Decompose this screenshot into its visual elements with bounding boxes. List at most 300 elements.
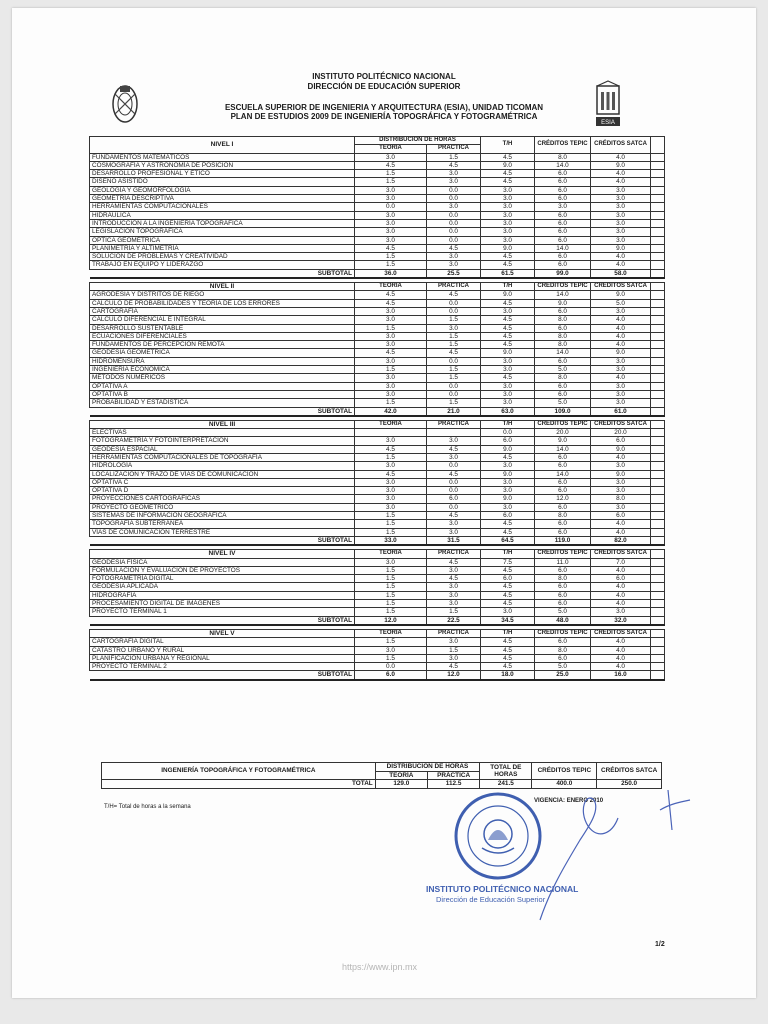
course-value: 20.0 [591,429,651,437]
course-value: 3.0 [591,399,651,407]
subtotal-value: 34.5 [481,616,535,625]
subtotal-value: 58.0 [591,269,651,278]
course-value: 8.0 [591,495,651,503]
edge-cell [651,550,665,558]
satca-header: CRÉDITOS SATCA [591,283,651,291]
course-value: 4.5 [481,332,535,340]
course-value: 1.5 [355,591,427,599]
course-name: FUNDAMENTOS DE PERCEPCIÓN REMOTA [90,341,355,349]
course-value: 0.0 [427,186,481,194]
course-row [90,512,665,520]
course-value: 3.0 [481,203,535,211]
course-value: 7.0 [591,558,651,566]
course-value: 4.5 [355,349,427,357]
course-value: 7.5 [481,558,535,566]
course-value: 0.0 [355,663,427,671]
course-name: CÁLCULO DIFERENCIAL E INTEGRAL [90,316,355,324]
course-value: 4.5 [481,638,535,646]
course-row [90,583,665,591]
course-name: FORMULACIÓN Y EVALUACIÓN DE PROYECTOS [90,566,355,574]
course-value: 3.0 [481,608,535,616]
course-value: 3.0 [481,478,535,486]
course-row [90,654,665,662]
course-value: 9.0 [591,244,651,252]
course-value: 3.0 [481,357,535,365]
course-value: 6.0 [535,357,591,365]
course-value: 4.5 [427,663,481,671]
course-value: 1.5 [427,374,481,382]
course-row [90,445,665,453]
course-value: 9.0 [535,299,591,307]
summary-program: INGENIERÍA TOPOGRÁFICA Y FOTOGRAMÉTRICA [102,763,376,780]
course-value: 4.0 [591,566,651,574]
edge-cell [651,137,665,154]
course-value: 14.0 [535,349,591,357]
vigencia-value: ENERO 2010 [566,798,604,804]
course-row [90,170,665,178]
course-value: 4.0 [591,170,651,178]
course-value: 1.5 [427,316,481,324]
course-name: FOTOGRAMETRÍA DIGITAL [90,575,355,583]
edge-cell [651,316,665,324]
th-header: T/H [481,420,535,428]
course-value: 4.5 [427,291,481,299]
subtotal-value: 64.5 [481,536,535,545]
edge-cell [651,366,665,374]
course-value: 4.5 [427,161,481,169]
subtotal-value: 99.0 [535,269,591,278]
institution-name: INSTITUTO POLITÉCNICO NACIONAL [312,72,456,81]
course-value: 4.5 [427,349,481,357]
course-value: 1.5 [355,566,427,574]
course-value: 6.0 [535,382,591,390]
course-value: 6.0 [427,495,481,503]
course-value: 3.0 [355,382,427,390]
course-value: 1.5 [427,608,481,616]
course-value: 0.0 [427,195,481,203]
summary-theory-header: TEORÍA [375,771,427,780]
edge-cell [651,269,665,278]
edge-cell [651,520,665,528]
edge-cell [651,161,665,169]
course-value: 1.5 [355,366,427,374]
course-row [90,324,665,332]
course-value: 4.5 [481,316,535,324]
edge-cell [651,324,665,332]
course-name: DESARROLLO SUSTENTABLE [90,324,355,332]
course-value: 1.5 [427,366,481,374]
course-value: 3.0 [427,453,481,461]
course-value: 0.0 [427,307,481,315]
course-value: 4.0 [591,253,651,261]
edge-cell [651,374,665,382]
course-name: OPTATIVA C [90,478,355,486]
course-name: PROYECTO GEOMÉTRICO [90,503,355,511]
course-value: 3.0 [591,390,651,398]
course-value: 4.0 [591,600,651,608]
course-value: 4.0 [591,654,651,662]
course-value: 6.0 [535,236,591,244]
satca-header: CRÉDITOS SATCA [591,137,651,154]
subtotal-value: 82.0 [591,536,651,545]
edge-cell [651,583,665,591]
course-value: 1.5 [355,600,427,608]
th-header: T/H [481,283,535,291]
course-value: 9.0 [481,470,535,478]
course-value: 4.5 [427,470,481,478]
course-value: 3.0 [355,236,427,244]
subtotal-label: SUBTOTAL [90,407,355,416]
tepic-header: CRÉDITOS TEPIC [535,283,591,291]
edge-cell [651,629,665,637]
course-name: DESARROLLO PROFESIONAL Y ÉTICO [90,170,355,178]
course-value: 6.0 [535,478,591,486]
course-value: 3.0 [355,437,427,445]
course-value: 4.5 [481,600,535,608]
summary-total-hours: 241.5 [480,780,532,789]
course-value: 4.0 [591,520,651,528]
course-value: 3.0 [355,186,427,194]
course-value: 3.0 [355,228,427,236]
subtotal-value: 36.0 [355,269,427,278]
course-name: ECUACIONES DIFERENCIALES [90,332,355,340]
course-row [90,291,665,299]
course-value: 3.0 [355,462,427,470]
course-value: 4.0 [591,261,651,269]
course-value: 3.0 [427,654,481,662]
course-value: 8.0 [535,316,591,324]
course-value: 4.0 [591,374,651,382]
course-value: 8.0 [535,153,591,161]
course-value: 1.5 [355,512,427,520]
course-value: 3.0 [591,186,651,194]
course-value: 1.5 [427,153,481,161]
subtotal-value: 63.0 [481,407,535,416]
course-name: AGRODESIA Y DISTRITOS DE RIEGO [90,291,355,299]
course-value: 4.5 [481,520,535,528]
course-row [90,478,665,486]
edge-cell [651,646,665,654]
course-value: 3.0 [591,203,651,211]
vigencia-label: VIGENCIA: [534,798,566,804]
course-value: 3.0 [481,219,535,227]
edge-cell [651,307,665,315]
subtotal-value: 61.0 [591,407,651,416]
course-value: 1.5 [355,583,427,591]
course-value: 3.0 [591,462,651,470]
tepic-header: CRÉDITOS TEPIC [535,629,591,637]
course-value: 3.0 [481,228,535,236]
course-value: 3.0 [481,382,535,390]
course-row [90,663,665,671]
course-row [90,195,665,203]
course-value: 6.0 [481,575,535,583]
edge-cell [651,170,665,178]
course-value: 4.5 [355,299,427,307]
edge-cell [651,291,665,299]
course-value: 1.5 [355,261,427,269]
theory-header: TEORÍA [355,145,427,153]
course-value: 4.5 [427,575,481,583]
course-value: 4.5 [481,178,535,186]
subtotal-value: 42.0 [355,407,427,416]
course-value: 3.0 [481,503,535,511]
course-value: 6.0 [535,528,591,536]
edge-cell [651,407,665,416]
course-value: 3.0 [427,261,481,269]
course-name: HIDRÁULICA [90,211,355,219]
satca-header: CRÉDITOS SATCA [591,629,651,637]
course-value: 4.5 [355,470,427,478]
subtotal-value: 61.5 [481,269,535,278]
edge-cell [651,453,665,461]
course-value: 9.0 [591,161,651,169]
subtotal-label: SUBTOTAL [90,616,355,625]
course-value: 12.0 [535,495,591,503]
course-name: PROYECTO TERMINAL 2 [90,663,355,671]
course-value: 0.0 [427,228,481,236]
course-value: 6.0 [535,186,591,194]
course-value: 6.0 [591,512,651,520]
course-value: 4.5 [481,299,535,307]
edge-cell [651,437,665,445]
course-name: GEODESIA ESPACIAL [90,445,355,453]
course-row [90,211,665,219]
course-row [90,600,665,608]
subtotal-value: 6.0 [355,671,427,680]
course-name: HERRAMIENTAS COMPUTACIONALES DE TOPOGRAFÍA [90,453,355,461]
subtotal-row [90,671,665,680]
course-row [90,374,665,382]
course-name: OPTATIVA D [90,487,355,495]
course-value: 3.0 [427,566,481,574]
course-value: 11.0 [535,558,591,566]
course-value: 9.0 [591,445,651,453]
course-row [90,566,665,574]
course-row [90,390,665,398]
course-value: 4.0 [591,646,651,654]
course-name: OPTATIVA A [90,382,355,390]
course-value: 6.0 [535,253,591,261]
edge-cell [651,211,665,219]
tepic-header: CRÉDITOS TEPIC [535,550,591,558]
subtotal-value: 22.5 [427,616,481,625]
course-value: 4.0 [591,453,651,461]
course-name: INTRODUCCIÓN A LA INGENIERÍA TOPOGRÁFICA [90,219,355,227]
course-row [90,399,665,407]
level-title: NIVEL I [90,137,355,154]
course-value: 0.0 [427,503,481,511]
course-row [90,366,665,374]
subtotal-value: 21.0 [427,407,481,416]
course-row [90,638,665,646]
practice-header: PRÁCTICA [427,283,481,291]
course-name: OPTATIVA B [90,390,355,398]
course-name: CATASTRO URBANO Y RURAL [90,646,355,654]
course-name: GEOLOGÍA Y GEOMORFOLOGÍA [90,186,355,194]
course-value: 6.0 [535,228,591,236]
edge-cell [651,462,665,470]
level-header-row [90,137,665,145]
course-value: 4.5 [481,663,535,671]
theory-header: TEORÍA [355,550,427,558]
course-row [90,495,665,503]
course-row [90,161,665,169]
edge-cell [651,349,665,357]
course-name: INGENIERÍA ECONÓMICA [90,366,355,374]
subtotal-value: 31.5 [427,536,481,545]
course-value: 4.0 [591,153,651,161]
course-value: 3.0 [355,211,427,219]
school-name: ESCUELA SUPERIOR DE INGENIERIA Y ARQUITECTURA (ESIA), UNIDAD TICOMAN [224,103,544,112]
edge-cell [651,153,665,161]
edge-cell [651,575,665,583]
course-value: 1.5 [355,608,427,616]
summary-total-label: TOTAL [102,780,376,789]
course-name: GEOMETRÍA DESCRIPTIVA [90,195,355,203]
department-name: DIRECCIÓN DE EDUCACIÓN SUPERIOR [307,82,461,91]
th-note: T/H= Total de horas a la semana [104,804,191,810]
edge-cell [651,478,665,486]
practice-header: PRÁCTICA [427,145,481,153]
course-value: 3.0 [427,591,481,599]
course-value: 3.0 [591,211,651,219]
course-value: 9.0 [481,495,535,503]
course-value: 3.0 [591,478,651,486]
course-name: HIDROGRAFÍA [90,591,355,599]
course-value: 3.0 [427,600,481,608]
course-value: 9.0 [481,445,535,453]
edge-cell [651,253,665,261]
course-value: 0.0 [427,390,481,398]
course-value: 3.0 [355,478,427,486]
edge-cell [651,638,665,646]
course-value: 3.0 [481,211,535,219]
edge-cell [651,512,665,520]
course-value: 6.0 [535,503,591,511]
course-value: 14.0 [535,161,591,169]
course-value: 6.0 [535,307,591,315]
course-value: 8.0 [535,575,591,583]
course-value: 3.0 [427,437,481,445]
course-value: 3.0 [355,341,427,349]
course-value: 4.0 [591,528,651,536]
course-row [90,244,665,252]
course-row [90,575,665,583]
edge-cell [651,608,665,616]
edge-cell [651,178,665,186]
course-value: 3.0 [355,646,427,654]
course-value: 1.5 [427,646,481,654]
course-value: 3.0 [427,253,481,261]
course-value: 0.0 [427,462,481,470]
subtotal-label: SUBTOTAL [90,671,355,680]
course-value: 4.5 [481,453,535,461]
edge-cell [651,299,665,307]
course-value: 6.0 [481,437,535,445]
source-url: https://www.ipn.mx [342,962,418,972]
level-title: NIVEL IV [90,550,355,558]
subtotal-row [90,269,665,278]
course-value: 5.0 [591,299,651,307]
course-value: 3.0 [481,390,535,398]
edge-cell [651,671,665,680]
plan-title: PLAN DE ESTUDIOS 2009 DE INGENIERÍA TOPOGRÁFICA Y FOTOGRAMÉTRICA [230,112,538,121]
distribution-header: DISTRIBUCIÓN DE HORAS [355,137,481,145]
course-value: 3.0 [355,195,427,203]
course-value: 1.5 [355,528,427,536]
course-value: 1.5 [427,332,481,340]
course-row [90,558,665,566]
th-header: T/H [481,629,535,637]
edge-cell [651,470,665,478]
course-value: 6.0 [535,566,591,574]
course-value: 6.0 [481,512,535,520]
course-name: HIDROLOGÍA [90,462,355,470]
course-name: TOPOGRAFÍA SUBTERRÁNEA [90,520,355,528]
theory-header: TEORÍA [355,283,427,291]
course-name: PLANIFICACIÓN URBANA Y REGIONAL [90,654,355,662]
subtotal-label: SUBTOTAL [90,536,355,545]
course-value: 3.0 [481,399,535,407]
course-row [90,608,665,616]
edge-cell [651,528,665,536]
satca-header: CRÉDITOS SATCA [591,420,651,428]
course-value: 1.5 [355,520,427,528]
edge-cell [651,195,665,203]
subtotal-value: 32.0 [591,616,651,625]
course-row [90,307,665,315]
course-row [90,520,665,528]
signature-icon [520,770,700,930]
course-name: COSMOGRAFÍA Y ASTRONOMÍA DE POSICIÓN [90,161,355,169]
course-value: 6.0 [591,575,651,583]
course-value: 4.0 [591,583,651,591]
tepic-header: CRÉDITOS TEPIC [535,420,591,428]
edge-cell [651,283,665,291]
course-row [90,503,665,511]
course-value: 3.0 [427,638,481,646]
course-row [90,453,665,461]
edge-cell [651,445,665,453]
course-name: GEODESIA FÍSICA [90,558,355,566]
course-value: 4.5 [481,591,535,599]
course-value: 3.0 [481,236,535,244]
course-value: 6.0 [535,654,591,662]
edge-cell [651,390,665,398]
edge-cell [651,203,665,211]
course-value: 4.5 [481,566,535,574]
edge-cell [651,663,665,671]
course-value: 3.0 [355,503,427,511]
th-header: T/H [481,137,535,154]
edge-cell [651,487,665,495]
course-value: 6.0 [535,390,591,398]
subtotal-value: 25.0 [535,671,591,680]
course-value: 0.0 [427,478,481,486]
course-name: DISEÑO ASISTIDO [90,178,355,186]
course-row [90,528,665,536]
course-name: GEODESIA GEOMÉTRICA [90,349,355,357]
edge-cell [651,591,665,599]
course-value: 3.0 [355,357,427,365]
course-value: 9.0 [535,437,591,445]
course-value: 3.0 [591,503,651,511]
edge-cell [651,600,665,608]
course-name: ELECTIVAS [90,429,355,437]
course-value: 0.0 [481,429,535,437]
course-value: 14.0 [535,445,591,453]
